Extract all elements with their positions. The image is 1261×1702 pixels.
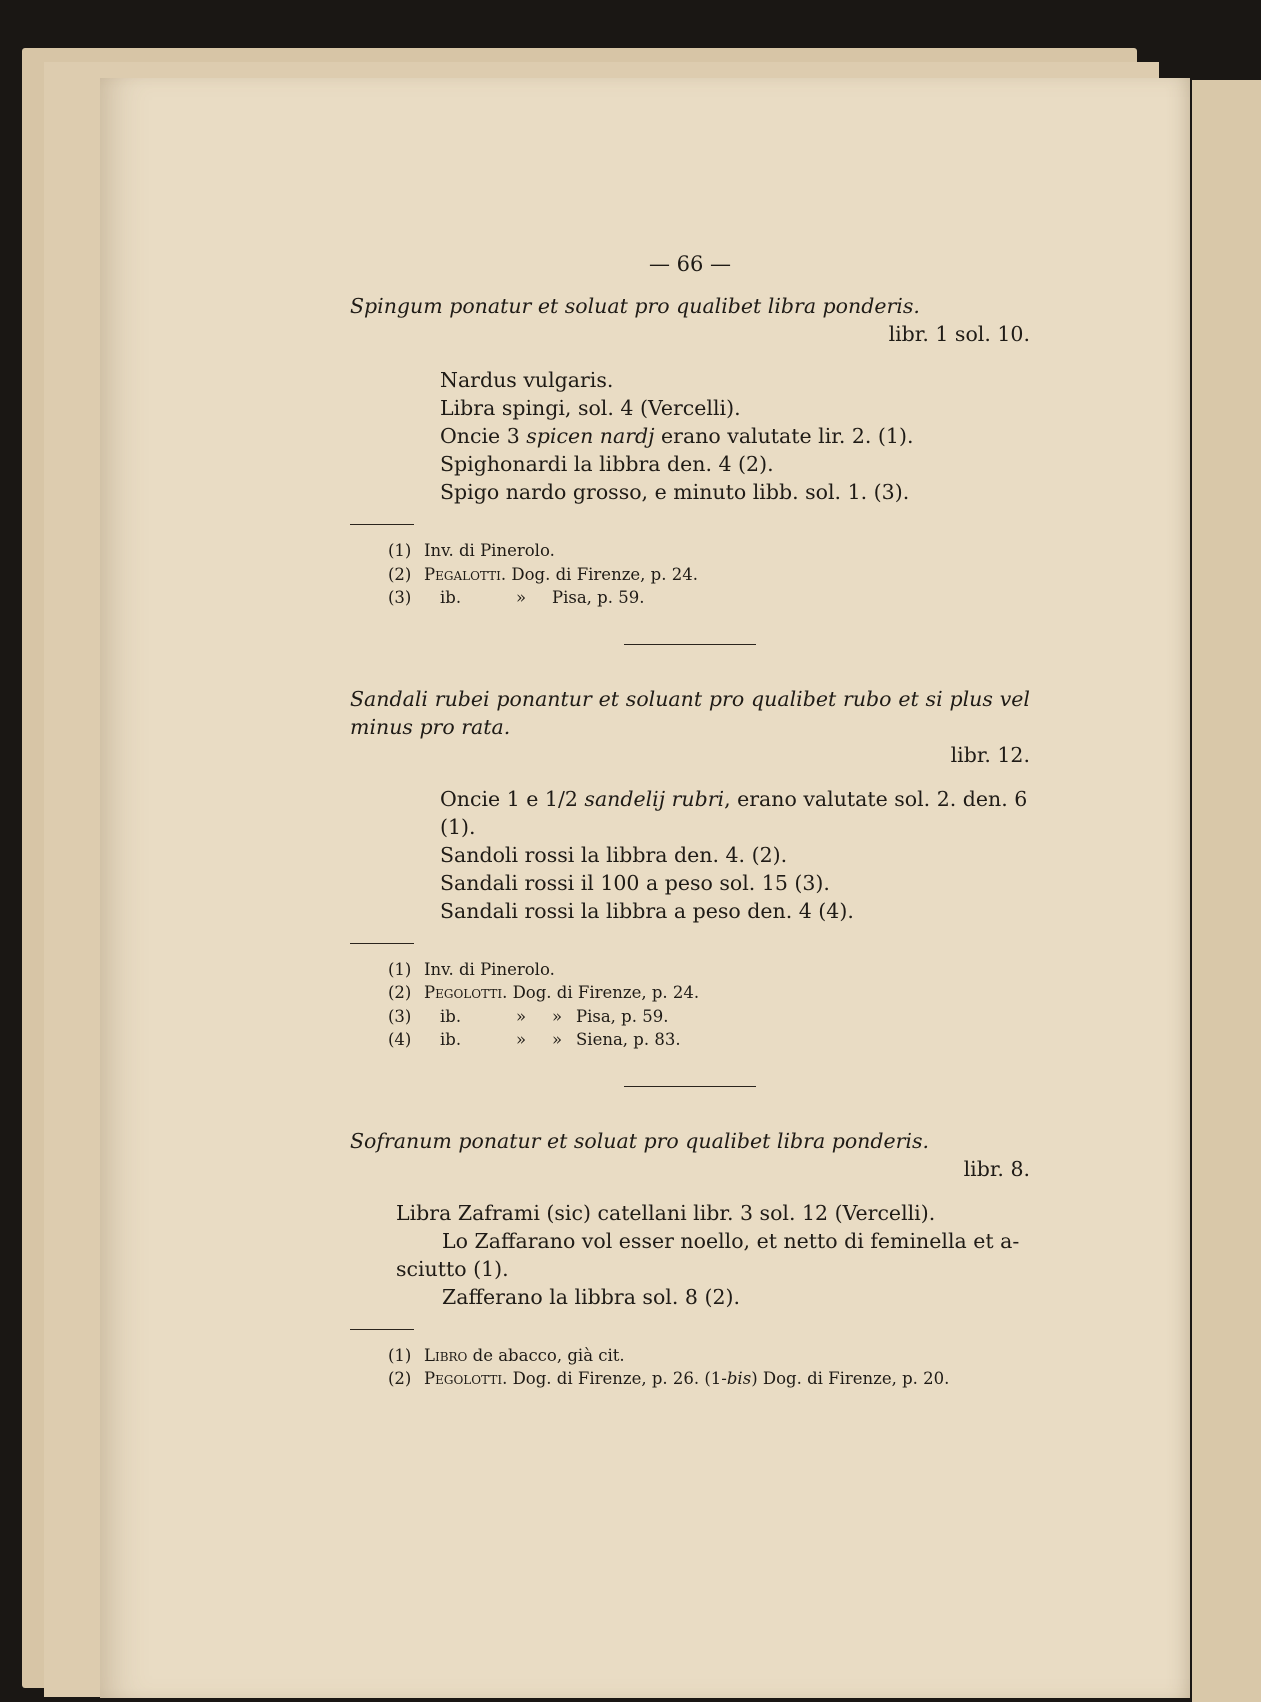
body-line: Lo Zaffarano vol esser noello, et netto di feminella et a-	[442, 1228, 1020, 1253]
body-line: Sandali rossi il 100 a peso sol. 15 (3).	[440, 870, 830, 895]
footnote: (4) ib. » » Siena, p. 83.	[388, 1030, 681, 1049]
body-line: Zafferano la libbra sol. 8 (2).	[442, 1284, 741, 1309]
body-line: Nardus vulgaris.	[440, 368, 614, 392]
entry-heading: Spingum ponatur et soluat pro qualibet libra ponderis.	[350, 294, 920, 318]
page-number: — 66 —	[648, 252, 732, 276]
body-line: Spigo nardo grosso, e minuto libb. sol. 1. (3).	[440, 480, 910, 504]
entry-body	[350, 366, 1030, 506]
entry-body	[350, 785, 1030, 925]
footnote-rule	[350, 524, 414, 525]
body-line: Libra Zaframi (sic) catellani libr. 3 sol. 12 (Vercelli).	[396, 1200, 936, 1225]
entry-price: libr. 12.	[950, 742, 1030, 767]
entry-body	[350, 1199, 1030, 1311]
entry-price: libr. 8.	[963, 1156, 1030, 1181]
section-divider	[624, 644, 756, 645]
body-line: sciutto (1).	[396, 1256, 509, 1281]
footnote: (2) Pegolotti. Dog. di Firenze, p. 26. (1-bis) Dog. di Firenze, p. 20.	[388, 1369, 950, 1388]
footnotes	[350, 539, 1030, 610]
footnote: (1) Inv. di Pinerolo.	[388, 541, 555, 560]
page-content	[350, 250, 1030, 1391]
entry-heading: Sofranum ponatur et soluat pro qualibet libra ponderis.	[350, 1128, 930, 1153]
footnote-rule	[350, 1329, 414, 1330]
entry-heading: Sandali rubei ponantur et soluant pro qualibet rubo et si plus vel minus pro rata.	[350, 686, 1030, 739]
footnotes	[350, 958, 1030, 1052]
entry-sandali	[350, 685, 1030, 1052]
facing-page-edge	[1192, 80, 1261, 1702]
entry-sofranum	[350, 1127, 1030, 1391]
footnote: (3) ib. » Pisa, p. 59.	[388, 588, 645, 607]
footnote: (2) Pegolotti. Dog. di Firenze, p. 24.	[388, 983, 700, 1002]
body-line: Libra spingi, sol. 4 (Vercelli).	[440, 396, 741, 420]
footnote: (3) ib. » » Pisa, p. 59.	[388, 1006, 669, 1026]
body-line: Oncie 3 spicen nardj erano valutate lir. 2. (1).	[440, 424, 914, 448]
footnote-rule	[350, 943, 414, 944]
entry-spingum	[350, 292, 1030, 610]
footnote: (2) Pegalotti. Dog. di Firenze, p. 24.	[388, 564, 698, 584]
body-line: Oncie 1 e 1/2 sandelij rubri, erano valutate sol. 2. den. 6 (1).	[440, 786, 1028, 839]
body-line: Sandoli rossi la libbra den. 4. (2).	[440, 842, 788, 867]
footnotes	[350, 1344, 1030, 1391]
body-line: Sandali rossi la libbra a peso den. 4 (4).	[440, 898, 854, 923]
entry-price: libr. 1 sol. 10.	[888, 322, 1030, 346]
footnote: (1) Inv. di Pinerolo.	[388, 959, 555, 979]
section-divider	[624, 1086, 756, 1087]
footnote: (1) Libro de abacco, già cit.	[388, 1345, 625, 1365]
body-line: Spighonardi la libbra den. 4 (2).	[440, 452, 774, 476]
